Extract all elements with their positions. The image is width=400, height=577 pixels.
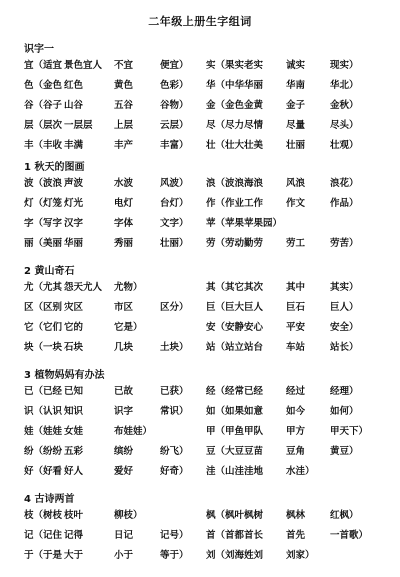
word-entry: 壮观） <box>330 140 359 151</box>
word-entry: 巨人） <box>330 302 359 313</box>
word-entry: 布娃娃） <box>114 426 153 437</box>
character-entry: 尽（尽力 <box>206 120 245 131</box>
word-entry: 豆角 <box>286 446 306 457</box>
word-entry: 好奇） <box>160 466 189 477</box>
word-entry: 已知 <box>64 386 84 397</box>
character-entry: 华（中华 <box>206 80 245 91</box>
word-entry: 大于 <box>64 550 84 561</box>
word-entry: 风波） <box>160 178 189 189</box>
word-entry: 一层层 <box>64 120 93 131</box>
word-entry: 色彩） <box>160 80 189 91</box>
word-entry: 如意 <box>244 406 264 417</box>
word-entry: 甲方 <box>286 426 306 437</box>
word-entry: 首长 <box>244 530 264 541</box>
word-entry: 识字 <box>114 406 134 417</box>
word-entry: 红枫） <box>330 510 359 521</box>
word-entry: 其次 <box>244 282 264 293</box>
word-entry: 风浪 <box>286 178 306 189</box>
word-entry: 知识 <box>64 406 84 417</box>
word-entry: 水波 <box>114 178 134 189</box>
word-entry: 其中 <box>286 282 306 293</box>
character-entry: 纷（纷纷 <box>24 446 63 457</box>
character-entry: 记（记住 <box>24 530 63 541</box>
character-entry: 灯（灯笼 <box>24 198 63 209</box>
word-entry: 作品） <box>330 198 359 209</box>
word-row <box>24 404 394 420</box>
word-row <box>24 118 394 134</box>
word-row <box>24 548 394 564</box>
word-entry: 站长） <box>330 342 359 353</box>
word-row <box>24 320 394 336</box>
word-row <box>24 216 394 232</box>
character-entry: 枝（树枝 <box>24 510 63 521</box>
character-entry: 块（一块 <box>24 342 63 353</box>
character-entry: 它（它们 <box>24 322 63 333</box>
word-entry: 文字） <box>160 218 189 229</box>
word-row <box>24 300 394 316</box>
word-entry: 黄色 <box>114 80 134 91</box>
word-entry: 劳苦） <box>330 238 359 249</box>
word-entry: 苹果园） <box>244 218 283 229</box>
word-entry: 缤纷 <box>114 446 134 457</box>
word-entry: 金秋） <box>330 100 359 111</box>
word-entry: 巨石 <box>286 302 306 313</box>
character-entry: 实（果实 <box>206 60 245 71</box>
word-entry: 浪花） <box>330 178 359 189</box>
word-entry: 电灯 <box>114 198 134 209</box>
character-entry: 娃（娃娃 <box>24 426 63 437</box>
character-entry: 经（经常 <box>206 386 245 397</box>
word-entry: 怨天尤人 <box>64 282 103 293</box>
word-entry: 声波 <box>64 178 84 189</box>
section-heading: 1 秋天的图画 <box>24 162 85 173</box>
word-entry: 丰满 <box>64 140 84 151</box>
word-entry: 老实 <box>244 60 264 71</box>
word-entry: 红色 <box>64 80 84 91</box>
character-entry: 其（其它 <box>206 282 245 293</box>
word-entry: 区分） <box>160 302 189 313</box>
section-heading: 4 古诗两首 <box>24 494 75 505</box>
word-row <box>24 236 394 252</box>
word-entry: 站台 <box>244 342 264 353</box>
word-entry: 壮丽 <box>286 140 306 151</box>
character-entry: 壮（壮大 <box>206 140 245 151</box>
word-entry: 作文 <box>286 198 306 209</box>
word-entry: 车站 <box>286 342 306 353</box>
word-entry: 勤劳 <box>244 238 264 249</box>
word-row <box>24 340 394 356</box>
character-entry: 于（于是 <box>24 550 63 561</box>
word-row <box>24 508 394 524</box>
word-entry: 台灯） <box>160 198 189 209</box>
character-entry: 已（已经 <box>24 386 63 397</box>
word-entry: 山谷 <box>64 100 84 111</box>
word-entry: 如何） <box>330 406 359 417</box>
word-entry: 华南 <box>286 80 306 91</box>
word-entry: 姓刘 <box>244 550 264 561</box>
word-entry: 小于 <box>114 550 134 561</box>
word-entry: 经过 <box>286 386 306 397</box>
word-entry: 尤物） <box>114 282 143 293</box>
word-entry: 它是） <box>114 322 143 333</box>
word-entry: 洼地 <box>244 466 264 477</box>
word-row <box>24 528 394 544</box>
word-row <box>24 464 394 480</box>
word-entry: 安全） <box>330 322 359 333</box>
word-entry: 安心 <box>244 322 264 333</box>
character-entry: 字（写字 <box>24 218 63 229</box>
character-entry: 金（金色 <box>206 100 245 111</box>
section-heading: 3 植物妈妈有办法 <box>24 370 105 381</box>
character-entry: 甲（甲鱼 <box>206 426 245 437</box>
word-entry: 水洼） <box>286 466 315 477</box>
character-entry: 豆（大豆 <box>206 446 245 457</box>
character-entry: 宜（适宜 <box>24 60 63 71</box>
word-entry: 甲队 <box>244 426 264 437</box>
word-entry: 云层） <box>160 120 189 131</box>
word-entry: 几块 <box>114 342 134 353</box>
section-heading: 2 黄山奇石 <box>24 266 75 277</box>
word-entry: 土块） <box>160 342 189 353</box>
word-entry: 一首歌） <box>330 530 369 541</box>
word-entry: 柳枝） <box>114 510 143 521</box>
character-entry: 如（如果 <box>206 406 245 417</box>
word-entry: 记号） <box>160 530 189 541</box>
word-entry: 尽量 <box>286 120 306 131</box>
word-entry: 日记 <box>114 530 134 541</box>
word-entry: 其实） <box>330 282 359 293</box>
character-entry: 洼（山洼 <box>206 466 245 477</box>
word-entry: 不宜 <box>114 60 134 71</box>
word-entry: 秀丽 <box>114 238 134 249</box>
word-entry: 如今 <box>286 406 306 417</box>
word-entry: 它的 <box>64 322 84 333</box>
character-entry: 作（作业 <box>206 198 245 209</box>
word-entry: 五谷 <box>114 100 134 111</box>
word-entry: 华北） <box>330 80 359 91</box>
character-entry: 巨（巨大 <box>206 302 245 313</box>
character-entry: 枫（枫叶 <box>206 510 245 521</box>
character-entry: 浪（波浪 <box>206 178 245 189</box>
character-entry: 好（好看 <box>24 466 63 477</box>
word-entry: 枫林 <box>286 510 306 521</box>
character-entry: 层（层次 <box>24 120 63 131</box>
character-entry: 劳（劳动 <box>206 238 245 249</box>
word-entry: 经理） <box>330 386 359 397</box>
word-entry: 灯光 <box>64 198 84 209</box>
word-entry: 黄豆） <box>330 446 359 457</box>
word-entry: 丰富） <box>160 140 189 151</box>
word-entry: 爱好 <box>114 466 134 477</box>
word-entry: 景色宜人 <box>64 60 103 71</box>
word-entry: 刘家） <box>286 550 315 561</box>
word-row <box>24 196 394 212</box>
word-entry: 字体 <box>114 218 134 229</box>
word-entry: 工作 <box>244 198 264 209</box>
word-entry: 纷飞） <box>160 446 189 457</box>
character-entry: 刘（刘海 <box>206 550 245 561</box>
word-entry: 尽情 <box>244 120 264 131</box>
word-entry: 壮美 <box>244 140 264 151</box>
character-entry: 丽（美丽 <box>24 238 63 249</box>
word-entry: 华丽 <box>64 238 84 249</box>
word-entry: 已故 <box>114 386 134 397</box>
word-entry: 枫树 <box>244 510 264 521</box>
word-row <box>24 78 394 94</box>
character-entry: 色（金色 <box>24 80 63 91</box>
word-row <box>24 98 394 114</box>
word-entry: 现实） <box>330 60 359 71</box>
word-entry: 平安 <box>286 322 306 333</box>
word-entry: 女娃 <box>64 426 84 437</box>
word-row <box>24 444 394 460</box>
word-row <box>24 280 394 296</box>
page-title: 二年级上册生字组词 <box>148 15 252 28</box>
word-entry: 谷物） <box>160 100 189 111</box>
word-entry: 等于） <box>160 550 189 561</box>
word-entry: 金子 <box>286 100 306 111</box>
word-entry: 常识） <box>160 406 189 417</box>
word-entry: 记得 <box>64 530 84 541</box>
word-entry: 劳工 <box>286 238 306 249</box>
word-row <box>24 58 394 74</box>
word-entry: 枝叶 <box>64 510 84 521</box>
word-entry: 好人 <box>64 466 84 477</box>
character-entry: 站（站立 <box>206 342 245 353</box>
word-entry: 华丽 <box>244 80 264 91</box>
word-entry: 诚实 <box>286 60 306 71</box>
word-entry: 豆苗 <box>244 446 264 457</box>
character-entry: 尤（尤其 <box>24 282 63 293</box>
word-entry: 汉字 <box>64 218 84 229</box>
word-entry: 五彩 <box>64 446 84 457</box>
character-entry: 波（波浪 <box>24 178 63 189</box>
word-entry: 市区 <box>114 302 134 313</box>
word-entry: 石块 <box>64 342 84 353</box>
word-row <box>24 424 394 440</box>
word-entry: 海浪 <box>244 178 264 189</box>
word-entry: 便宜） <box>160 60 189 71</box>
word-row <box>24 176 394 192</box>
character-entry: 安（安静 <box>206 322 245 333</box>
word-entry: 巨人 <box>244 302 264 313</box>
word-entry: 已经 <box>244 386 264 397</box>
character-entry: 区（区别 <box>24 302 63 313</box>
word-entry: 上层 <box>114 120 134 131</box>
character-entry: 识（认识 <box>24 406 63 417</box>
section-heading: 识字一 <box>24 44 54 55</box>
character-entry: 首（首都 <box>206 530 245 541</box>
character-entry: 苹（苹果 <box>206 218 245 229</box>
word-entry: 甲天下） <box>330 426 369 437</box>
word-row <box>24 138 394 154</box>
word-row <box>24 384 394 400</box>
word-entry: 首先 <box>286 530 306 541</box>
word-entry: 丰产 <box>114 140 134 151</box>
character-entry: 谷（谷子 <box>24 100 63 111</box>
word-entry: 金黄 <box>244 100 264 111</box>
word-entry: 尽头） <box>330 120 359 131</box>
word-entry: 灾区 <box>64 302 84 313</box>
character-entry: 丰（丰收 <box>24 140 63 151</box>
word-entry: 已获） <box>160 386 189 397</box>
word-entry: 壮丽） <box>160 238 189 249</box>
